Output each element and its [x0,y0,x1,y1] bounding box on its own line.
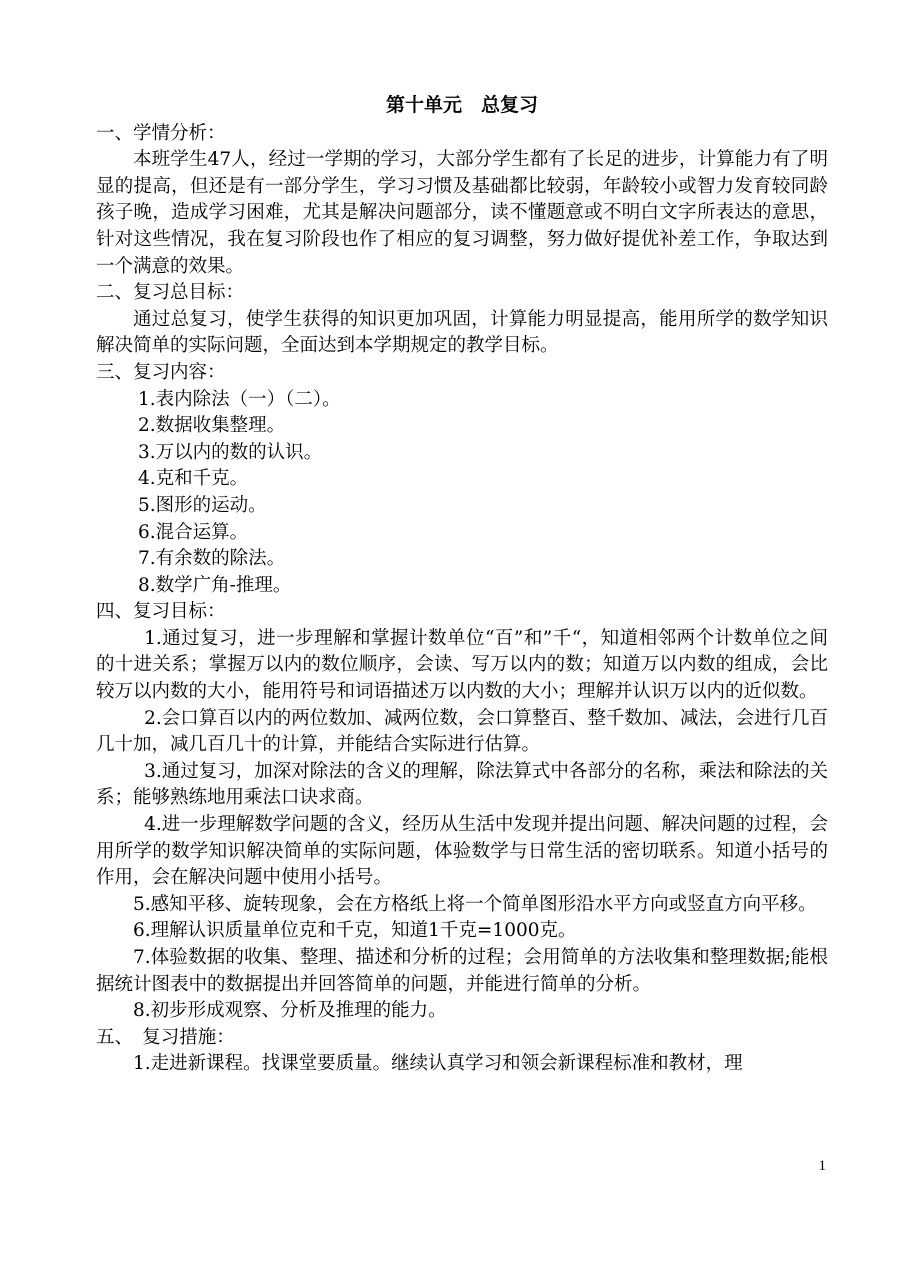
analysis-paragraph: 本班学生47人，经过一学期的学习，大部分学生都有了长足的进步，计算能力有了明显的提高，但还是有一部分学生，学习习惯及基础都比较弱，年龄较小或智力发育较同龄孩子晚，造成学习困难，尤其是解决问题部分，读不懂题意或不明白文字所表达的意思，针对这些情况，我在复习阶段也作了相应的复习调整，努力做好提优补差工作，争取达到一个满意的效果。 [96,149,828,277]
goal-item: 5.感知平移、旋转现象，会在方格纸上将一个简单图形沿水平方向或竖直方向平移。 [133,893,817,915]
section-heading-overall-goal: 二、复习总目标： [96,282,245,304]
goal-item: 2.会口算百以内的两位数加、减两位数，会口算整百、整千数加、减法，会进行几百几十加，减几百几十的计算，并能结合实际进行估算。 [96,707,828,756]
content-item: 7.有余数的除法。 [138,548,286,570]
document-title: 第十单元 总复习 [385,94,538,116]
section-heading-measures: 五、 复习措施： [96,1026,235,1048]
content-item: 8.数学广角-推理。 [138,574,292,596]
content-item: 6.混合运算。 [138,521,249,543]
content-item: 1.表内除法（一）（二）。 [138,388,341,410]
overall-goal-paragraph: 通过总复习，使学生获得的知识更加巩固，计算能力明显提高，能用所学的数学知识解决简单的实际问题，全面达到本学期规定的教学目标。 [96,308,828,357]
goal-item: 8.初步形成观察、分析及推理的能力。 [133,1000,447,1022]
section-heading-goals: 四、复习目标： [96,601,226,623]
section-heading-analysis: 一、学情分析： [96,122,226,144]
page-number: 1 [818,1158,826,1174]
section-heading-content: 三、复习内容： [96,361,226,383]
content-item: 5.图形的运动。 [138,494,267,516]
goal-item: 6.理解认识质量单位克和千克，知道1千克=1000克。 [133,920,577,942]
goal-item: 7.体验数据的收集、整理、描述和分析的过程；会用简单的方法收集和整理数据;能根据统计图表中的数据提出并回答简单的问题，并能进行简单的分析。 [96,947,828,995]
content-item: 3.万以内的数的认识。 [138,441,323,463]
goal-item: 3.通过复习，加深对除法的含义的理解，除法算式中各部分的名称，乘法和除法的关系；能够熟练地用乘法口诀求商。 [96,760,828,809]
measure-item: 1.走进新课程。找课堂要质量。继续认真学习和领会新课程标准和教材，理 [133,1053,743,1075]
content-item: 4.克和千克。 [138,468,249,490]
document-body [96,92,828,1078]
goal-item: 1.通过复习，进一步理解和掌握计数单位“百”和”千“，知道相邻两个计数单位之间的十进关系；掌握万以内的数位顺序，会读、写万以内的数；知道万以内数的组成，会比较万以内数的大小，能用符号和词语描述万以内数的大小；理解并认识万以内的近似数。 [96,627,828,703]
content-item: 2.数据收集整理。 [138,415,286,437]
goal-item: 4.进一步理解数学问题的含义，经历从生活中发现并提出问题、解决问题的过程，会用所学的数学知识解决简单的实际问题，体验数学与日常生活的密切联系。知道小括号的作用，会在解决问题中使用小括号。 [96,814,828,889]
